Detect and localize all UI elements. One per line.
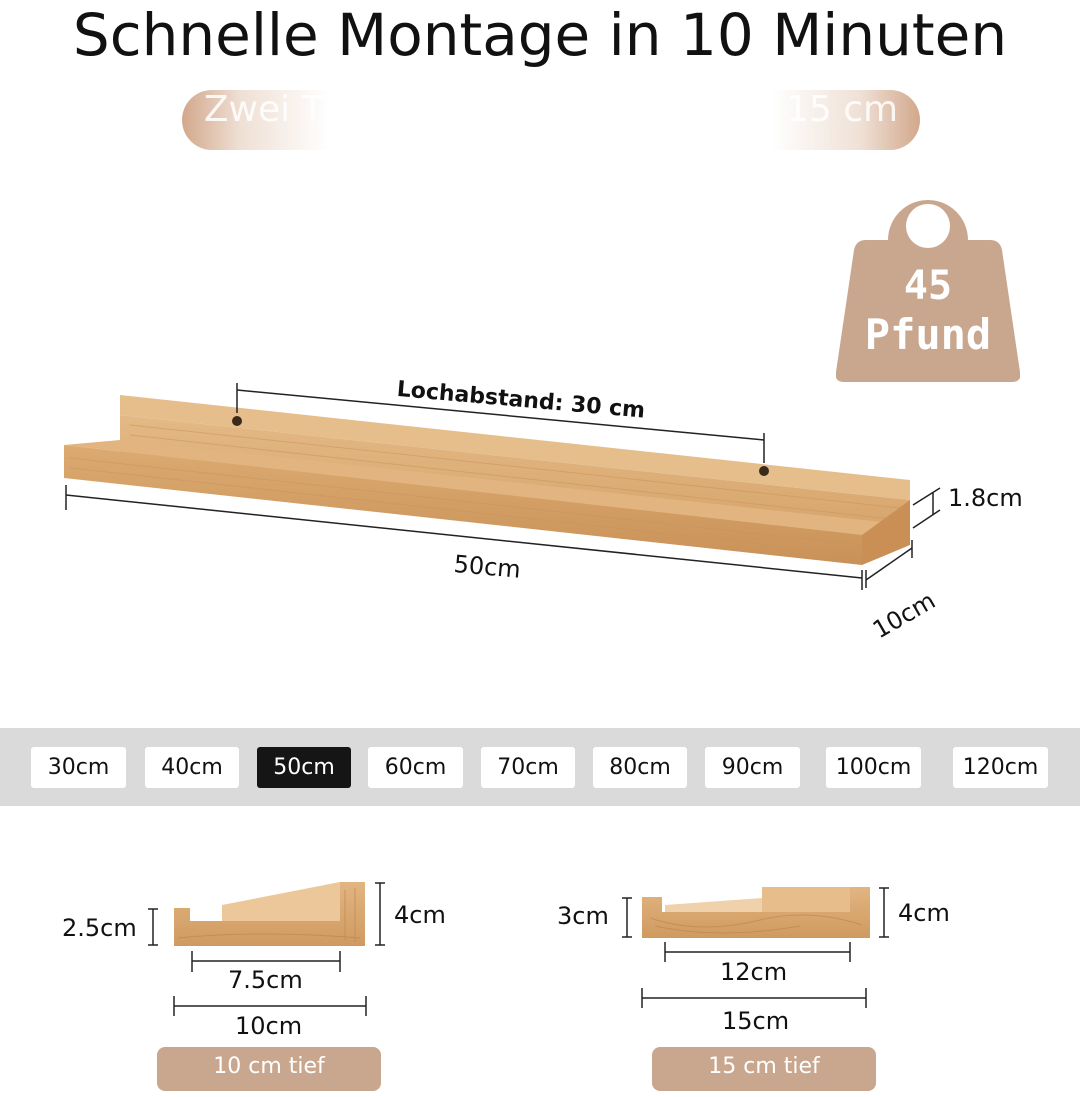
depth-tag-15cm: 15 cm tief (652, 1047, 876, 1091)
hole-distance-label: Lochabstand: 30 cm (395, 377, 647, 424)
right-inner-width: 12cm (720, 958, 788, 986)
weight-capacity (836, 262, 1020, 360)
left-total-width: 10cm (235, 1012, 303, 1040)
depth-tag-10cm: 10 cm tief (157, 1047, 381, 1091)
weight-value: 45 (903, 263, 953, 309)
left-inner-width: 7.5cm (228, 966, 303, 994)
size-option-120cm[interactable]: 120cm (953, 747, 1048, 788)
size-option-70cm[interactable]: 70cm (481, 747, 575, 788)
size-option-60cm[interactable]: 60cm (368, 747, 463, 788)
page-title: Schnelle Montage in 10 Minuten (72, 1, 1008, 69)
depth-label: 10cm (868, 586, 941, 645)
size-option-40cm[interactable]: 40cm (145, 747, 239, 788)
left-lip-height: 2.5cm (62, 914, 137, 942)
profile-illustrations (0, 860, 1080, 1050)
right-total-height: 4cm (898, 899, 950, 927)
size-option-100cm[interactable]: 100cm (826, 747, 921, 788)
left-total-height: 4cm (394, 901, 446, 929)
thickness-label: 1.8cm (948, 484, 1023, 512)
right-lip-height: 3cm (557, 902, 609, 930)
subtitle-text: Zwei Tiefen verfügbar: 10 cm & 15 cm (203, 89, 899, 130)
size-option-50cm[interactable]: 50cm (257, 747, 351, 788)
size-option-90cm[interactable]: 90cm (705, 747, 800, 788)
size-option-30cm[interactable]: 30cm (31, 747, 126, 788)
size-option-80cm[interactable]: 80cm (593, 747, 687, 788)
right-total-width: 15cm (722, 1007, 790, 1035)
length-label: 50cm (452, 550, 522, 584)
weight-unit: Pfund (864, 310, 992, 359)
